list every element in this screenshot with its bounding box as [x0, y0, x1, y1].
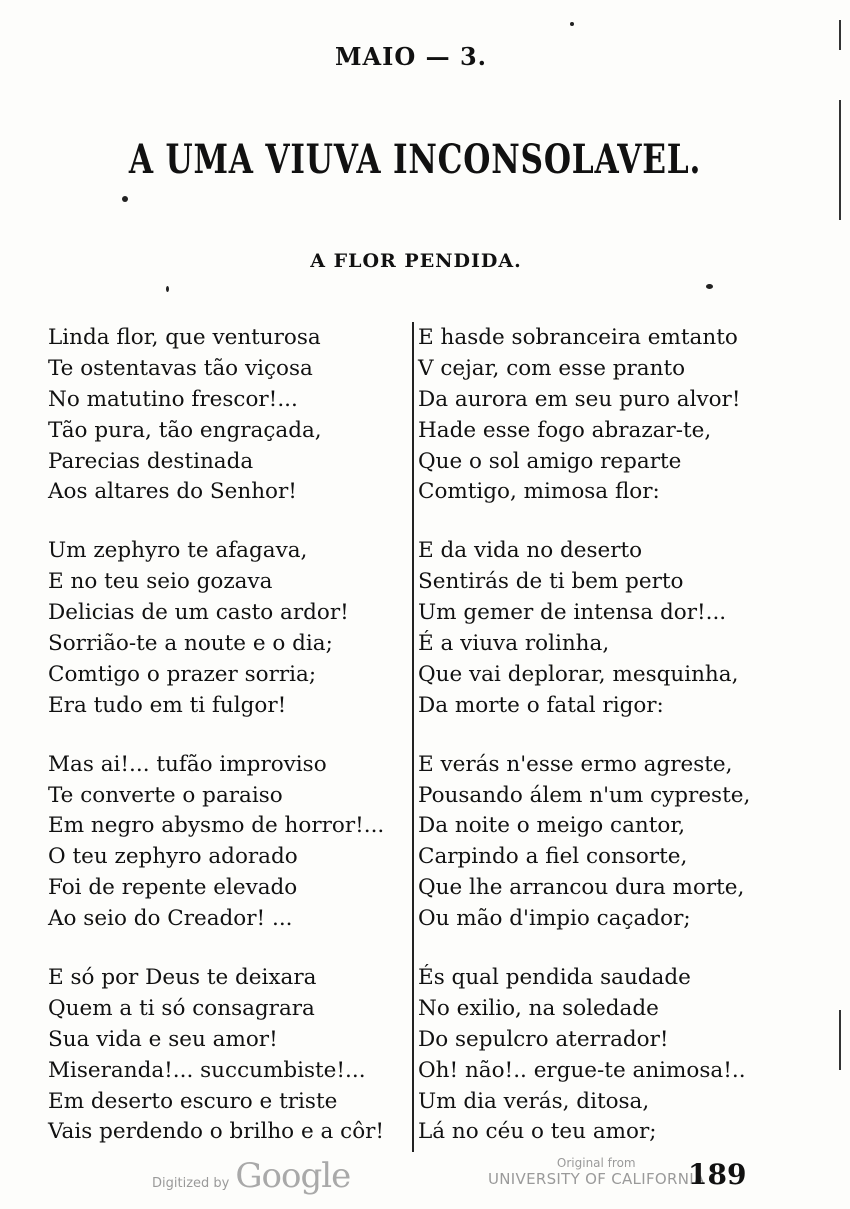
verse-line: E hasde sobranceira emtanto [418, 325, 738, 350]
institution-name: UNIVERSITY OF CALIFORNIA [488, 1170, 705, 1188]
verse-line: No exilio, na soledade [418, 995, 659, 1021]
verse-line: No matutino frescor!... [48, 386, 298, 412]
stanza [48, 750, 384, 935]
verse-line: E no teu seio gozava [48, 569, 273, 595]
verse-line: E verás n'esse ermo agreste, [418, 751, 733, 777]
original-from-label: Original from [556, 1156, 636, 1170]
poem-left-column [48, 323, 384, 1176]
stanza [418, 536, 750, 721]
verse-line: És qual pendida saudade [418, 965, 691, 991]
verse-line: Hade esse fogo abrazar-te, [418, 417, 712, 443]
verse-line: Em negro abysmo de horror!... [48, 813, 385, 839]
stanza [48, 536, 384, 721]
verse-line: Carpindo a fiel consorte, [418, 844, 688, 870]
poem-right-column [418, 323, 750, 1176]
page-edge-mark [839, 100, 841, 220]
ink-speck [706, 284, 713, 289]
verse-line: Te converte o paraiso [48, 782, 283, 808]
verse-line: Sentirás de ti bem perto [418, 569, 684, 595]
verse-line: Oh! não!.. ergue-te animosa!.. [418, 1057, 746, 1083]
google-logo: Google [235, 1156, 351, 1196]
verse-line: E só por Deus te deixara [48, 965, 317, 991]
column-divider [412, 322, 414, 1152]
stanza [418, 750, 750, 935]
verse-line: Te ostentavas tão viçosa [48, 355, 313, 381]
ink-speck [570, 22, 574, 26]
verse-line: Em deserto escuro e triste [48, 1088, 338, 1114]
verse-line: Um dia verás, ditosa, [418, 1088, 650, 1114]
verse-line: Vais perdendo o brilho e a côr! [48, 1119, 385, 1145]
page-edge-mark [839, 20, 841, 50]
verse-line: Comtigo o prazer sorria; [48, 661, 317, 687]
page-number: 189 [688, 1158, 747, 1191]
ink-speck [122, 196, 128, 202]
verse-line: Foi de repente elevado [48, 875, 298, 901]
verse-line: Quem a ti só consagrara [48, 995, 315, 1021]
original-from-notice [488, 1156, 705, 1188]
verse-line: Sorrião-te a noute e o dia; [48, 631, 333, 657]
verse-line: Tão pura, tão engraçada, [48, 417, 322, 443]
verse-line: Comtigo, mimosa flor: [418, 479, 660, 505]
digitized-by-notice [152, 1156, 350, 1196]
verse-line: Da noite o meigo cantor, [418, 813, 686, 839]
verse-line: Um gemer de intensa dor!... [418, 600, 727, 626]
verse-line: Da aurora em seu puro alvor! [418, 386, 741, 412]
verse-line: Mas ai!... tufão improviso [48, 751, 327, 777]
verse-line: Era tudo em ti fulgor! [48, 692, 287, 718]
verse-line: O teu zephyro adorado [48, 844, 298, 870]
verse-line: V cejar, com esse pranto [418, 355, 686, 381]
verse-line: Aos altares do Senhor! [48, 479, 297, 505]
verse-line: Sua vida e seu amor! [48, 1026, 278, 1052]
verse-line: Lá no céu o teu amor; [418, 1119, 657, 1145]
verse-line: Parecias destinada [48, 448, 254, 474]
verse-line: Miseranda!... succumbiste!... [48, 1057, 366, 1083]
stanza [418, 963, 750, 1148]
running-head: MAIO — 3. [334, 42, 488, 71]
stanza [48, 323, 384, 508]
ink-speck [166, 286, 169, 292]
verse-line: Da morte o fatal rigor: [418, 692, 664, 718]
poem-subtitle: A FLOR PENDIDA. [310, 250, 522, 272]
stanza [48, 963, 384, 1148]
digitized-by-label: Digitized by [152, 1176, 230, 1191]
verse-line: Delicias de um casto ardor! [48, 600, 349, 626]
page-edge-mark [839, 1010, 841, 1070]
verse-line: Linda flor, que venturosa [48, 325, 321, 350]
verse-line: Que vai deplorar, mesquinha, [418, 661, 739, 687]
verse-line: Do sepulcro aterrador! [418, 1026, 669, 1052]
verse-line: Ou mão d'impio caçador; [418, 906, 691, 932]
verse-line: Um zephyro te afagava, [48, 538, 308, 564]
verse-line: E da vida no deserto [418, 538, 643, 564]
poem-title: A UMA VIUVA INCONSOLAVEL. [128, 136, 702, 183]
verse-line: Ao seio do Creador! ... [48, 906, 293, 932]
verse-line: Que lhe arrancou dura morte, [418, 875, 745, 901]
verse-line: Pousando álem n'um cypreste, [418, 782, 751, 808]
verse-line: Que o sol amigo reparte [418, 448, 682, 474]
verse-line: É a viuva rolinha, [418, 631, 610, 657]
stanza [418, 323, 750, 508]
